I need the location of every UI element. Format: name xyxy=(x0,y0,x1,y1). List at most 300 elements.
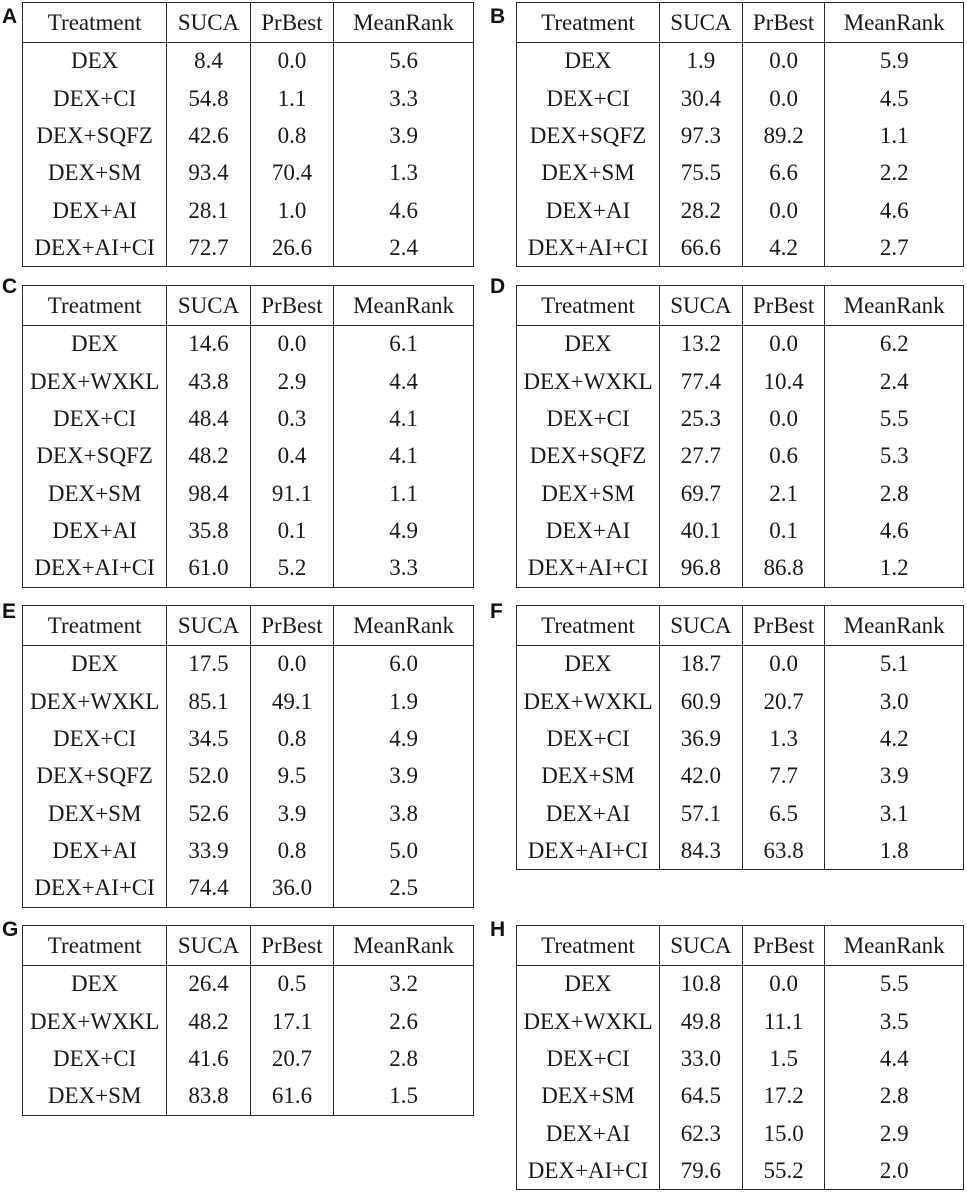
column-header-suca: SUCA xyxy=(167,286,250,326)
column-header-suca: SUCA xyxy=(167,926,250,966)
panel-letter: D xyxy=(490,275,506,298)
cell-prbest: 0.3 xyxy=(250,400,333,437)
cell-prbest: 61.6 xyxy=(250,1078,333,1115)
table-row xyxy=(23,1040,474,1077)
cell-prbest: 5.2 xyxy=(250,550,333,587)
cell-prbest: 3.9 xyxy=(250,795,333,832)
cell-treatment: DEX+SQFZ xyxy=(36,763,153,789)
cell-treatment: DEX+AI+CI xyxy=(527,837,649,863)
cell-treatment: DEX+WXKL xyxy=(30,368,160,394)
table-row xyxy=(23,966,474,1003)
cell-meanrank: 4.4 xyxy=(825,1040,964,1077)
cell-suca: 33.0 xyxy=(660,1040,743,1077)
results-table xyxy=(22,2,474,267)
cell-meanrank: 4.1 xyxy=(334,438,474,475)
column-header-treatment: Treatment xyxy=(23,3,167,43)
cell-meanrank: 1.2 xyxy=(825,550,964,587)
cell-prbest: 2.9 xyxy=(250,363,333,400)
cell-prbest: 36.0 xyxy=(250,870,333,907)
cell-treatment: DEX+CI xyxy=(53,1045,137,1071)
cell-treatment: DEX+SM xyxy=(47,1083,142,1109)
cell-prbest: 0.0 xyxy=(742,326,825,363)
cell-meanrank: 3.1 xyxy=(825,795,964,832)
results-table xyxy=(516,2,964,267)
cell-treatment: DEX+SQFZ xyxy=(529,122,647,148)
cell-meanrank: 2.4 xyxy=(825,363,964,400)
cell-meanrank: 2.8 xyxy=(334,1040,474,1077)
column-header-treatment: Treatment xyxy=(23,606,167,646)
header-row xyxy=(517,606,964,646)
cell-suca: 48.4 xyxy=(167,400,250,437)
cell-meanrank: 2.6 xyxy=(334,1003,474,1040)
cell-meanrank: 4.1 xyxy=(334,400,474,437)
cell-treatment: DEX+AI+CI xyxy=(34,555,155,581)
cell-suca: 60.9 xyxy=(660,683,743,720)
cell-suca: 40.1 xyxy=(660,512,743,549)
column-header-prbest: PrBest xyxy=(250,926,333,966)
cell-treatment: DEX+CI xyxy=(546,1045,630,1071)
cell-prbest: 1.1 xyxy=(250,80,333,117)
cell-suca: 28.2 xyxy=(660,192,743,229)
cell-treatment: DEX+AI xyxy=(545,800,631,826)
cell-suca: 49.8 xyxy=(660,1003,743,1040)
cell-suca: 17.5 xyxy=(167,646,250,683)
results-table xyxy=(22,925,474,1116)
cell-suca: 34.5 xyxy=(167,720,250,757)
header-row xyxy=(517,286,964,326)
cell-suca: 96.8 xyxy=(660,550,743,587)
header-row xyxy=(23,926,474,966)
cell-suca: 1.9 xyxy=(660,43,743,80)
cell-treatment: DEX+AI+CI xyxy=(527,234,649,260)
column-header-treatment: Treatment xyxy=(517,3,660,43)
cell-treatment: DEX+AI+CI xyxy=(34,875,155,901)
cell-meanrank: 5.1 xyxy=(825,646,964,683)
table-row xyxy=(517,966,964,1003)
cell-prbest: 1.5 xyxy=(742,1040,825,1077)
cell-treatment: DEX+SQFZ xyxy=(529,443,647,469)
table-row xyxy=(517,550,964,587)
table-row xyxy=(517,117,964,154)
cell-suca: 72.7 xyxy=(167,229,250,266)
cell-meanrank: 2.8 xyxy=(825,1078,964,1115)
cell-prbest: 0.0 xyxy=(742,80,825,117)
cell-suca: 85.1 xyxy=(167,683,250,720)
table-row xyxy=(517,363,964,400)
header-row xyxy=(517,3,964,43)
cell-meanrank: 4.6 xyxy=(825,512,964,549)
column-header-prbest: PrBest xyxy=(742,3,825,43)
cell-meanrank: 4.2 xyxy=(825,720,964,757)
cell-treatment: DEX+WXKL xyxy=(30,1008,160,1034)
cell-suca: 66.6 xyxy=(660,229,743,266)
cell-suca: 54.8 xyxy=(167,80,250,117)
column-header-meanrank: MeanRank xyxy=(334,926,474,966)
table-row xyxy=(23,80,474,117)
table-row xyxy=(517,720,964,757)
cell-suca: 79.6 xyxy=(660,1152,743,1189)
cell-meanrank: 2.4 xyxy=(334,229,474,266)
cell-meanrank: 3.8 xyxy=(334,795,474,832)
cell-treatment: DEX+WXKL xyxy=(523,368,653,394)
cell-prbest: 11.1 xyxy=(742,1003,825,1040)
cell-meanrank: 2.5 xyxy=(334,870,474,907)
table-row xyxy=(23,758,474,795)
table-row xyxy=(23,438,474,475)
cell-prbest: 0.0 xyxy=(742,400,825,437)
column-header-treatment: Treatment xyxy=(23,286,167,326)
panel-letter: E xyxy=(2,600,17,623)
cell-prbest: 26.6 xyxy=(250,229,333,266)
cell-treatment: DEX+AI xyxy=(545,1120,631,1146)
results-table xyxy=(22,605,474,908)
column-header-suca: SUCA xyxy=(660,926,743,966)
cell-treatment: DEX xyxy=(71,971,119,997)
column-header-treatment: Treatment xyxy=(517,926,660,966)
cell-suca: 69.7 xyxy=(660,475,743,512)
cell-meanrank: 3.3 xyxy=(334,80,474,117)
cell-prbest: 17.1 xyxy=(250,1003,333,1040)
header-row xyxy=(23,3,474,43)
table-row xyxy=(23,326,474,363)
column-header-treatment: Treatment xyxy=(517,286,660,326)
column-header-prbest: PrBest xyxy=(742,926,825,966)
cell-prbest: 10.4 xyxy=(742,363,825,400)
cell-prbest: 0.0 xyxy=(742,966,825,1003)
cell-treatment: DEX+AI+CI xyxy=(34,234,155,260)
cell-treatment: DEX xyxy=(71,651,119,677)
cell-meanrank: 3.9 xyxy=(334,758,474,795)
cell-meanrank: 5.0 xyxy=(334,832,474,869)
cell-prbest: 0.4 xyxy=(250,438,333,475)
column-header-meanrank: MeanRank xyxy=(334,3,474,43)
results-table xyxy=(516,605,964,870)
cell-treatment: DEX+AI xyxy=(545,197,631,223)
cell-suca: 52.6 xyxy=(167,795,250,832)
cell-treatment: DEX xyxy=(564,651,612,677)
column-header-meanrank: MeanRank xyxy=(825,3,964,43)
column-header-suca: SUCA xyxy=(167,3,250,43)
cell-treatment: DEX+CI xyxy=(546,85,630,111)
table-row xyxy=(23,550,474,587)
table-row xyxy=(23,795,474,832)
table-row xyxy=(517,192,964,229)
cell-suca: 48.2 xyxy=(167,1003,250,1040)
cell-prbest: 49.1 xyxy=(250,683,333,720)
panel-letter: F xyxy=(490,600,503,623)
cell-meanrank: 1.1 xyxy=(825,117,964,154)
cell-prbest: 0.1 xyxy=(742,512,825,549)
cell-suca: 97.3 xyxy=(660,117,743,154)
cell-treatment: DEX+CI xyxy=(53,725,137,751)
cell-prbest: 0.0 xyxy=(742,43,825,80)
cell-suca: 35.8 xyxy=(167,512,250,549)
cell-suca: 30.4 xyxy=(660,80,743,117)
cell-meanrank: 1.5 xyxy=(334,1078,474,1115)
column-header-meanrank: MeanRank xyxy=(825,926,964,966)
table-row xyxy=(23,832,474,869)
cell-prbest: 0.0 xyxy=(250,646,333,683)
cell-suca: 57.1 xyxy=(660,795,743,832)
cell-treatment: DEX xyxy=(564,971,612,997)
cell-prbest: 4.2 xyxy=(742,229,825,266)
cell-treatment: DEX xyxy=(564,48,612,74)
table-row xyxy=(23,1003,474,1040)
cell-suca: 64.5 xyxy=(660,1078,743,1115)
cell-meanrank: 2.9 xyxy=(825,1115,964,1152)
table-row xyxy=(517,438,964,475)
cell-meanrank: 6.2 xyxy=(825,326,964,363)
cell-prbest: 0.0 xyxy=(742,646,825,683)
table-row xyxy=(23,512,474,549)
cell-prbest: 7.7 xyxy=(742,758,825,795)
cell-treatment: DEX+SM xyxy=(47,800,142,826)
cell-treatment: DEX+CI xyxy=(53,405,137,431)
table-row xyxy=(517,683,964,720)
cell-suca: 75.5 xyxy=(660,155,743,192)
cell-suca: 10.8 xyxy=(660,966,743,1003)
cell-meanrank: 6.1 xyxy=(334,326,474,363)
cell-treatment: DEX+AI xyxy=(52,518,137,544)
cell-prbest: 20.7 xyxy=(250,1040,333,1077)
results-table xyxy=(516,925,964,1190)
cell-treatment: DEX+SM xyxy=(47,480,142,506)
column-header-suca: SUCA xyxy=(167,606,250,646)
cell-suca: 26.4 xyxy=(167,966,250,1003)
table-row xyxy=(23,870,474,907)
cell-treatment: DEX+AI xyxy=(545,518,631,544)
cell-meanrank: 3.9 xyxy=(334,117,474,154)
column-header-suca: SUCA xyxy=(660,3,743,43)
cell-suca: 77.4 xyxy=(660,363,743,400)
cell-prbest: 0.0 xyxy=(742,192,825,229)
cell-suca: 36.9 xyxy=(660,720,743,757)
panel-letter: A xyxy=(2,5,18,28)
cell-meanrank: 4.4 xyxy=(334,363,474,400)
cell-suca: 74.4 xyxy=(167,870,250,907)
table-row xyxy=(23,155,474,192)
cell-treatment: DEX xyxy=(71,331,119,357)
cell-suca: 48.2 xyxy=(167,438,250,475)
cell-suca: 33.9 xyxy=(167,832,250,869)
table-row xyxy=(517,646,964,683)
table-row xyxy=(23,1078,474,1115)
cell-meanrank: 1.3 xyxy=(334,155,474,192)
cell-meanrank: 3.2 xyxy=(334,966,474,1003)
cell-prbest: 0.6 xyxy=(742,438,825,475)
column-header-meanrank: MeanRank xyxy=(334,286,474,326)
column-header-prbest: PrBest xyxy=(250,3,333,43)
cell-suca: 98.4 xyxy=(167,475,250,512)
column-header-suca: SUCA xyxy=(660,286,743,326)
table-row xyxy=(23,400,474,437)
cell-meanrank: 2.0 xyxy=(825,1152,964,1189)
column-header-meanrank: MeanRank xyxy=(825,286,964,326)
cell-treatment: DEX+WXKL xyxy=(523,688,653,714)
cell-prbest: 2.1 xyxy=(742,475,825,512)
cell-meanrank: 4.6 xyxy=(825,192,964,229)
cell-suca: 84.3 xyxy=(660,832,743,869)
cell-treatment: DEX+SM xyxy=(47,160,142,186)
cell-prbest: 63.8 xyxy=(742,832,825,869)
table-row xyxy=(517,43,964,80)
cell-prbest: 0.0 xyxy=(250,43,333,80)
cell-suca: 83.8 xyxy=(167,1078,250,1115)
cell-treatment: DEX+SQFZ xyxy=(36,122,153,148)
column-header-treatment: Treatment xyxy=(517,606,660,646)
cell-prbest: 9.5 xyxy=(250,758,333,795)
cell-prbest: 1.0 xyxy=(250,192,333,229)
cell-suca: 43.8 xyxy=(167,363,250,400)
table-row xyxy=(517,229,964,266)
cell-treatment: DEX+AI xyxy=(52,197,137,223)
cell-prbest: 70.4 xyxy=(250,155,333,192)
column-header-prbest: PrBest xyxy=(742,286,825,326)
cell-meanrank: 5.5 xyxy=(825,400,964,437)
cell-prbest: 0.0 xyxy=(250,326,333,363)
cell-prbest: 0.1 xyxy=(250,512,333,549)
cell-meanrank: 3.0 xyxy=(825,683,964,720)
column-header-suca: SUCA xyxy=(660,606,743,646)
panel-letter: C xyxy=(2,275,18,298)
table-row xyxy=(517,1003,964,1040)
cell-suca: 42.6 xyxy=(167,117,250,154)
table-row xyxy=(517,1078,964,1115)
column-header-meanrank: MeanRank xyxy=(825,606,964,646)
cell-treatment: DEX+SM xyxy=(541,763,635,789)
cell-treatment: DEX xyxy=(564,331,612,357)
table-row xyxy=(23,720,474,757)
header-row xyxy=(23,286,474,326)
column-header-prbest: PrBest xyxy=(742,606,825,646)
cell-meanrank: 6.0 xyxy=(334,646,474,683)
cell-prbest: 0.5 xyxy=(250,966,333,1003)
cell-suca: 93.4 xyxy=(167,155,250,192)
cell-meanrank: 3.5 xyxy=(825,1003,964,1040)
cell-prbest: 55.2 xyxy=(742,1152,825,1189)
table-row xyxy=(517,400,964,437)
cell-meanrank: 1.1 xyxy=(334,475,474,512)
cell-treatment: DEX+WXKL xyxy=(523,1008,653,1034)
cell-suca: 13.2 xyxy=(660,326,743,363)
cell-suca: 8.4 xyxy=(167,43,250,80)
table-row xyxy=(517,326,964,363)
cell-meanrank: 5.9 xyxy=(825,43,964,80)
cell-meanrank: 3.9 xyxy=(825,758,964,795)
cell-prbest: 0.8 xyxy=(250,720,333,757)
cell-suca: 42.0 xyxy=(660,758,743,795)
table-row xyxy=(517,155,964,192)
cell-treatment: DEX+SM xyxy=(541,160,635,186)
cell-meanrank: 5.5 xyxy=(825,966,964,1003)
cell-meanrank: 4.9 xyxy=(334,720,474,757)
cell-prbest: 0.8 xyxy=(250,117,333,154)
table-row xyxy=(517,1040,964,1077)
cell-meanrank: 5.6 xyxy=(334,43,474,80)
results-table xyxy=(516,285,964,588)
cell-treatment: DEX+AI xyxy=(52,838,137,864)
cell-meanrank: 3.3 xyxy=(334,550,474,587)
cell-prbest: 20.7 xyxy=(742,683,825,720)
table-row xyxy=(23,117,474,154)
cell-prbest: 86.8 xyxy=(742,550,825,587)
table-row xyxy=(517,475,964,512)
table-row xyxy=(517,758,964,795)
table-row xyxy=(517,832,964,869)
cell-prbest: 15.0 xyxy=(742,1115,825,1152)
cell-meanrank: 5.3 xyxy=(825,438,964,475)
table-row xyxy=(517,795,964,832)
cell-prbest: 1.3 xyxy=(742,720,825,757)
cell-treatment: DEX+AI+CI xyxy=(527,555,649,581)
cell-meanrank: 4.5 xyxy=(825,80,964,117)
panel-letter: H xyxy=(490,918,506,941)
cell-treatment: DEX+SQFZ xyxy=(36,443,153,469)
cell-suca: 14.6 xyxy=(167,326,250,363)
cell-meanrank: 1.8 xyxy=(825,832,964,869)
table-row xyxy=(517,1115,964,1152)
cell-meanrank: 2.8 xyxy=(825,475,964,512)
table-row xyxy=(23,475,474,512)
column-header-meanrank: MeanRank xyxy=(334,606,474,646)
cell-treatment: DEX+CI xyxy=(546,725,630,751)
cell-meanrank: 2.2 xyxy=(825,155,964,192)
cell-meanrank: 1.9 xyxy=(334,683,474,720)
cell-suca: 25.3 xyxy=(660,400,743,437)
cell-treatment: DEX+AI+CI xyxy=(527,1157,649,1183)
cell-meanrank: 4.6 xyxy=(334,192,474,229)
cell-suca: 27.7 xyxy=(660,438,743,475)
cell-treatment: DEX+CI xyxy=(546,405,630,431)
cell-prbest: 6.5 xyxy=(742,795,825,832)
cell-suca: 52.0 xyxy=(167,758,250,795)
table-row xyxy=(23,192,474,229)
table-row xyxy=(23,43,474,80)
cell-prbest: 6.6 xyxy=(742,155,825,192)
table-row xyxy=(23,683,474,720)
header-row xyxy=(23,606,474,646)
cell-treatment: DEX+CI xyxy=(53,85,137,111)
cell-suca: 61.0 xyxy=(167,550,250,587)
column-header-prbest: PrBest xyxy=(250,606,333,646)
table-row xyxy=(23,363,474,400)
cell-treatment: DEX+SM xyxy=(541,1083,635,1109)
cell-treatment: DEX+SM xyxy=(541,480,635,506)
cell-suca: 28.1 xyxy=(167,192,250,229)
cell-suca: 62.3 xyxy=(660,1115,743,1152)
panel-letter: B xyxy=(490,5,506,28)
cell-meanrank: 4.9 xyxy=(334,512,474,549)
cell-prbest: 89.2 xyxy=(742,117,825,154)
table-row xyxy=(23,229,474,266)
cell-treatment: DEX+WXKL xyxy=(30,688,160,714)
results-table xyxy=(22,285,474,588)
table-row xyxy=(517,80,964,117)
table-row xyxy=(517,512,964,549)
header-row xyxy=(517,926,964,966)
panel-letter: G xyxy=(2,918,19,941)
cell-prbest: 17.2 xyxy=(742,1078,825,1115)
cell-suca: 41.6 xyxy=(167,1040,250,1077)
cell-prbest: 0.8 xyxy=(250,832,333,869)
cell-treatment: DEX xyxy=(71,48,119,74)
column-header-prbest: PrBest xyxy=(250,286,333,326)
cell-meanrank: 2.7 xyxy=(825,229,964,266)
column-header-treatment: Treatment xyxy=(23,926,167,966)
table-row xyxy=(517,1152,964,1189)
cell-suca: 18.7 xyxy=(660,646,743,683)
cell-prbest: 91.1 xyxy=(250,475,333,512)
